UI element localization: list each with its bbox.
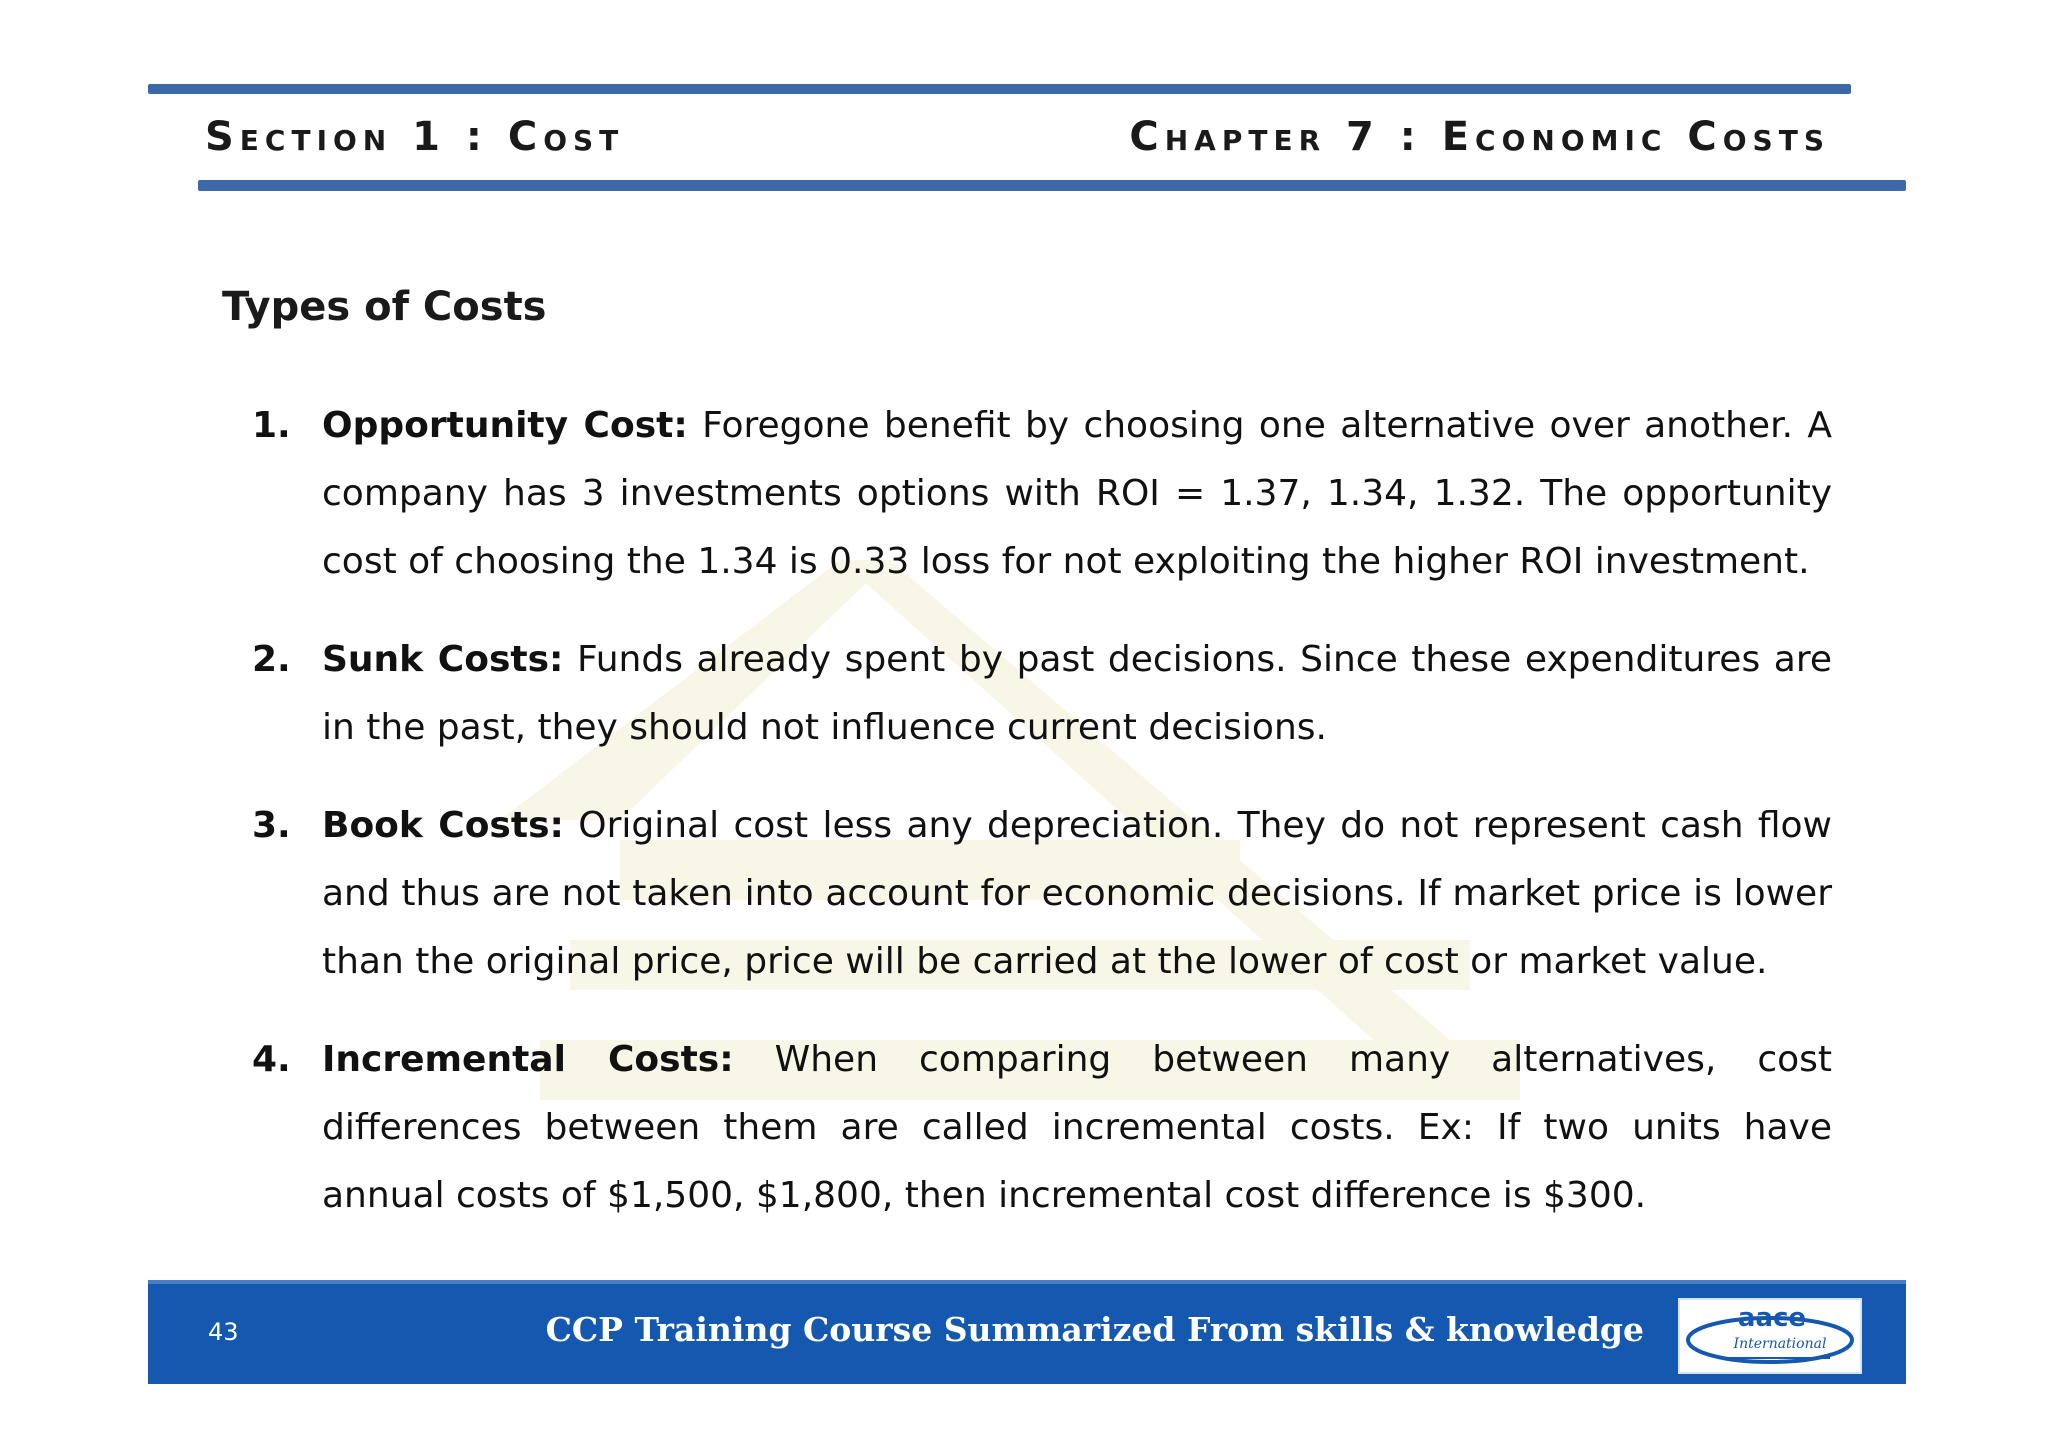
page-title: Types of Costs xyxy=(222,284,547,330)
list-number: 3. xyxy=(252,805,291,846)
list-item-text xyxy=(322,1026,1832,1230)
header-bottom-rule xyxy=(198,180,1906,191)
list-number: 1. xyxy=(252,405,291,446)
term-description: Funds already spent by past decisions. Since these expenditures are in the past, they should not influence current decisions. xyxy=(322,639,1832,748)
footer-bar xyxy=(148,1284,1906,1384)
term-label: Book Costs: xyxy=(322,805,564,846)
list-item-book-costs xyxy=(252,792,1832,996)
term-label: Sunk Costs: xyxy=(322,639,564,680)
term-description: When comparing between many alternatives, cost differences between them are called incremental costs. Ex: If two units have annual costs of $1,500, $1,800, then incremental cost difference is $300. xyxy=(322,1039,1833,1216)
aace-international-logo-icon xyxy=(1678,1298,1862,1374)
list-item-text xyxy=(322,626,1832,762)
list-item-sunk-costs xyxy=(252,626,1832,762)
list-item-text xyxy=(322,392,1832,596)
header-top-rule xyxy=(148,84,1851,94)
term-label: Opportunity Cost: xyxy=(322,405,688,446)
footer-course-text: CCP Training Course Summarized From skills & knowledge xyxy=(545,1310,1644,1349)
cost-types-list xyxy=(252,392,1832,1260)
logo-name: aace xyxy=(1737,1303,1807,1333)
term-description: Original cost less any depreciation. They do not represent cash flow and thus are not taken into account for economic decisions. If market price is lower than the original price, price will be carried at the lower of cost or market value. xyxy=(322,805,1832,982)
list-item-opportunity-cost xyxy=(252,392,1832,596)
chapter-title: Chapter 7 : Economic Costs xyxy=(1129,114,1830,160)
section-title: Section 1 : Cost xyxy=(205,114,625,160)
term-label: Incremental Costs: xyxy=(322,1039,734,1080)
list-number: 2. xyxy=(252,639,291,680)
list-item-incremental-costs xyxy=(252,1026,1832,1230)
page-number: 43 xyxy=(208,1318,239,1346)
list-number: 4. xyxy=(252,1039,291,1080)
term-description: Foregone benefit by choosing one alternative over another. A company has 3 investments options with ROI = 1.37, 1.34, 1.32. The opportunity cost of choosing the 1.34 is 0.33 loss for not exploiting the higher ROI investment. xyxy=(322,405,1832,582)
logo-subname: International xyxy=(1733,1336,1827,1352)
list-item-text xyxy=(322,792,1832,996)
